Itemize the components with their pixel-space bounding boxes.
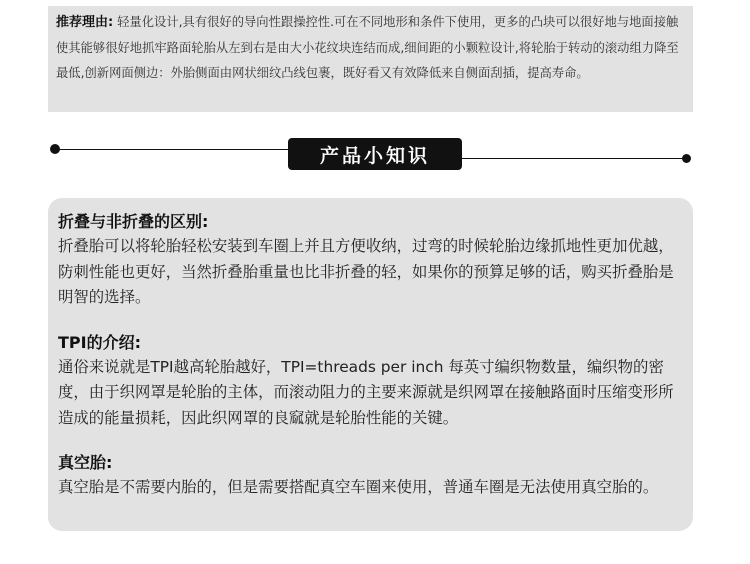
knowledge-box xyxy=(48,198,693,531)
recommendation-box xyxy=(48,6,693,112)
divider-left-line xyxy=(56,149,296,150)
divider-right-dot xyxy=(682,154,691,163)
knowledge-section-tubeless xyxy=(58,451,685,501)
section-title-folding: 折叠与非折叠的区别: xyxy=(58,212,209,231)
section-title-tpi: TPI的介绍: xyxy=(58,332,141,352)
knowledge-section-tpi xyxy=(58,331,685,432)
section-body-tubeless: 真空胎是不需要内胎的，但是需要搭配真空车圈来使用，普通车圈是无法使用真空胎的。 xyxy=(58,478,659,496)
section-body-folding: 折叠胎可以将轮胎轻松安装到车圈上并且方便收纳，过弯的时候轮胎边缘抓地性更加优越，防刺性能也更好，当然折叠胎重量也比非折叠的轻，如果你的预算足够的话，购买折叠胎是明智的选择。 xyxy=(58,237,674,306)
recommendation-title: 推荐理由: xyxy=(56,15,114,30)
section-title-tubeless: 真空胎: xyxy=(58,453,113,472)
divider-right-line xyxy=(460,158,690,159)
knowledge-section-folding xyxy=(58,210,685,311)
product-knowledge-badge: 产品小知识 xyxy=(288,138,462,170)
section-body-tpi: 通俗来说就是TPI越高轮胎越好，TPI=threads per inch 每英寸编织物数量，编织物的密度，由于织网罩是轮胎的主体，而滚动阻力的主要来源就是织网罩在接触路面时压缩变形所造成的能量损耗，因此织网罩的良窳就是轮胎性能的关键。 xyxy=(58,357,674,427)
recommendation-text: 轻量化设计,具有很好的导向性跟操控性.可在不同地形和条件下使用，更多的凸块可以很好地与地面接触使其能够很好地抓牢路面轮胎从左到右是由大小花纹块连结而成,细间距的小颗粒设计,将轮胎于转动的滚动组力降至最低,创新网面侧边：外胎侧面由网状细纹凸线包裹，既好看又有效降低来自侧面刮插，提高寿命。 xyxy=(56,15,679,80)
section-divider xyxy=(50,138,696,178)
